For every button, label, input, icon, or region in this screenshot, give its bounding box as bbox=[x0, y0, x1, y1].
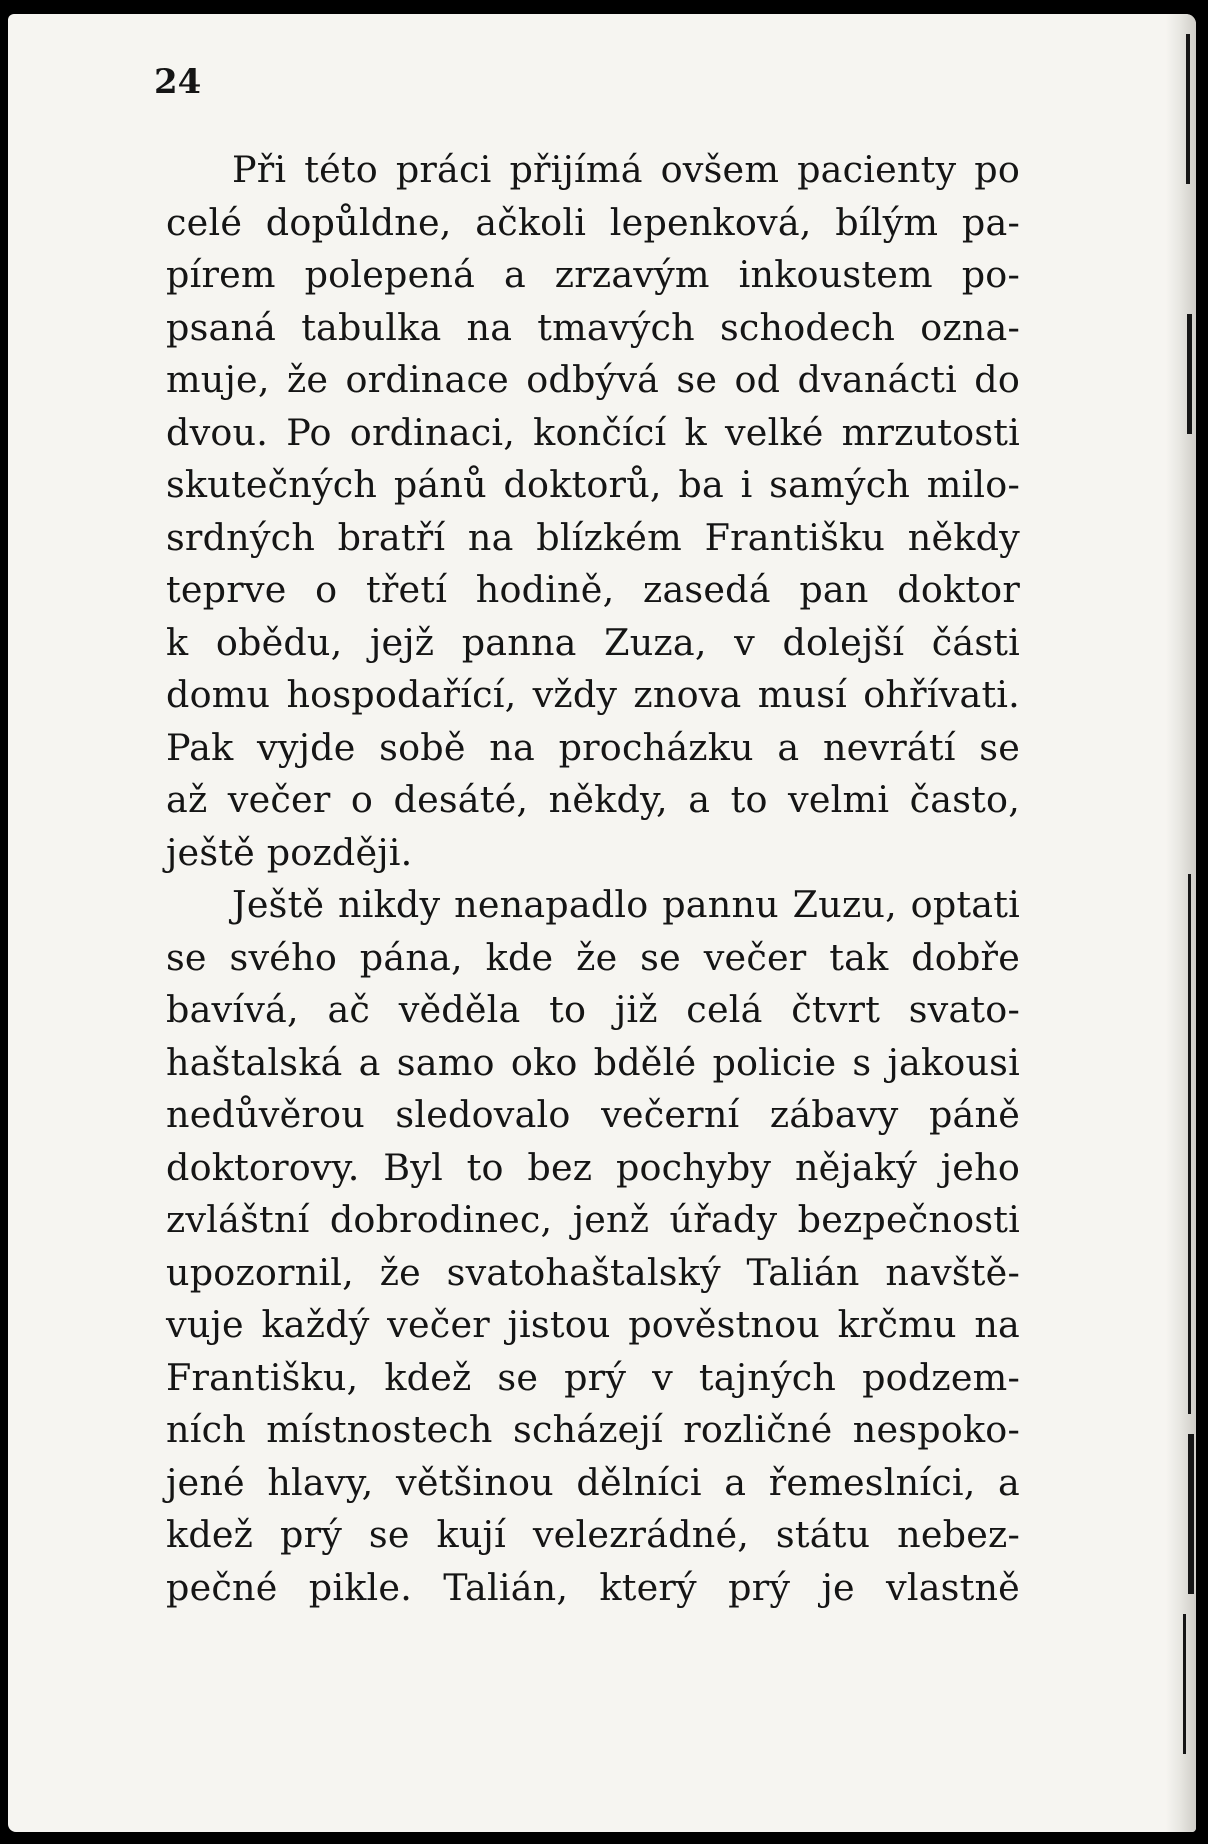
text-line: až večer o desáté, někdy, a to velmi často, bbox=[166, 778, 1020, 821]
text-line: dvou. Po ordinaci, končící k velké mrzutosti bbox=[166, 410, 1020, 454]
text-line: k obědu, jejž panna Zuza, v dolejší části bbox=[166, 620, 1020, 664]
text-line: jené hlavy, většinou dělníci a řemeslníci, a bbox=[166, 1460, 1020, 1504]
text-line: vuje každý večer jistou pověstnou krčmu na bbox=[166, 1303, 1020, 1346]
binding-edge-mark bbox=[1188, 874, 1191, 1414]
text-line: Ještě nikdy nenapadlo pannu Zuzu, optati bbox=[232, 883, 1020, 926]
text-line: se svého pána, kde že se večer tak dobře bbox=[166, 935, 1020, 979]
binding-edge-mark bbox=[1188, 1434, 1194, 1594]
paragraph-1 bbox=[166, 144, 1020, 879]
text-body bbox=[166, 144, 1020, 1614]
text-line: srdných bratří na blízkém Františku někdy bbox=[166, 515, 1020, 559]
text-line: domu hospodařící, vždy znova musí ohřívati. bbox=[166, 673, 1020, 716]
page-number: 24 bbox=[154, 62, 202, 102]
text-line: doktorovy. Byl to bez pochyby nějaký jeho bbox=[166, 1145, 1020, 1189]
text-line: Pak vyjde sobě na procházku a nevrátí se bbox=[166, 725, 1020, 769]
text-line: Při této práci přijímá ovšem pacienty po bbox=[232, 148, 1020, 191]
text-line: pírem polepená a zrzavým inkoustem po- bbox=[166, 253, 1020, 296]
text-line: psaná tabulka na tmavých schodech ozna- bbox=[166, 305, 1020, 349]
text-line: pečné pikle. Talián, který prý je vlastně bbox=[166, 1565, 1020, 1609]
page-edge-shadow bbox=[1166, 14, 1196, 1832]
text-line: ních místnostech scházejí rozličné nespoko- bbox=[166, 1408, 1020, 1451]
text-line: upozornil, že svatohaštalský Talián navště- bbox=[166, 1250, 1020, 1294]
text-line: ještě později. bbox=[166, 830, 413, 874]
text-line: teprve o třetí hodině, zasedá pan doktor bbox=[166, 568, 1020, 611]
binding-edge-mark bbox=[1183, 1614, 1186, 1754]
text-line: zvláštní dobrodinec, jenž úřady bezpečnosti bbox=[166, 1198, 1020, 1241]
text-line: Františku, kdež se prý v tajných podzem- bbox=[166, 1355, 1020, 1399]
text-line: kdež prý se kují velezrádné, státu nebez- bbox=[166, 1513, 1020, 1556]
text-line: nedůvěrou sledovalo večerní zábavy páně bbox=[166, 1093, 1020, 1136]
text-line: bavívá, ač věděla to již celá čtvrt svato- bbox=[166, 988, 1020, 1031]
text-line: muje, že ordinace odbývá se od dvanácti do bbox=[166, 358, 1020, 401]
paragraph-2 bbox=[166, 879, 1020, 1614]
scanned-page bbox=[8, 14, 1196, 1832]
binding-edge-mark bbox=[1187, 314, 1192, 434]
text-line: skutečných pánů doktorů, ba i samých milo- bbox=[166, 463, 1020, 506]
text-line: haštalská a samo oko bdělé policie s jakousi bbox=[166, 1040, 1020, 1084]
binding-edge-mark bbox=[1186, 34, 1190, 184]
text-line: celé dopůldne, ačkoli lepenková, bílým pa- bbox=[166, 200, 1020, 244]
